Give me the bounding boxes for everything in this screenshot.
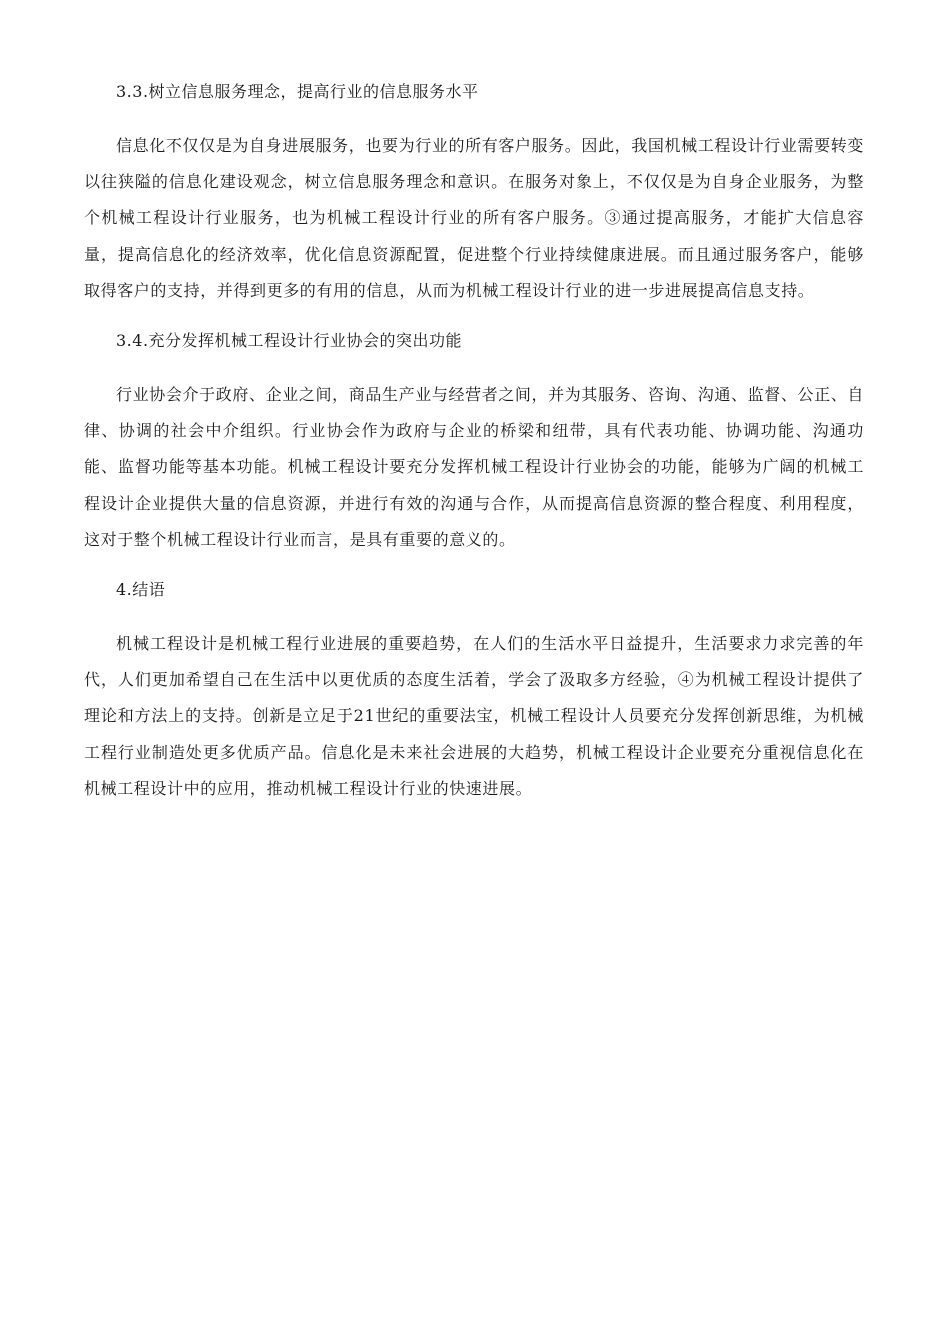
section-heading-4: 4.结语 — [116, 580, 166, 600]
section-paragraph-4: 机械工程设计是机械工程行业进展的重要趋势，在人们的生活水平日益提升，生活要求力求完善的年代，人们更加希望自己在生活中以更优质的态度生活着，学会了汲取多方经验，④为机械工程设计提供了理论和方法上的支持。创新是立足于21世纪的重要法宝，机械工程设计人员要充分发挥创新思维，为机械工程行业制造处更多优质产品。信息化是未来社会进展的大趋势，机械工程设计企业要充分重视信息化在机械工程设计中的应用，推动机械工程设计行业的快速进展。 — [84, 634, 864, 798]
document-body — [84, 78, 864, 825]
section-heading-3-3: 3.3.树立信息服务理念，提高行业的信息服务水平 — [116, 82, 479, 101]
section-paragraph-3-4: 行业协会介于政府、企业之间，商品生产业与经营者之间，并为其服务、咨询、沟通、监督、公正、自律、协调的社会中介组织。行业协会作为政府与企业的桥梁和纽带，具有代表功能、协调功能、沟通功能、监督功能等基本功能。机械工程设计要充分发挥机械工程设计行业协会的功能，能够为广阔的机械工程设计企业提供大量的信息资源，并进行有效的沟通与合作，从而提高信息资源的整合程度、利用程度，这对于整个机械工程设计行业而言，是具有重要的意义的。 — [84, 385, 864, 549]
section-heading-3-4: 3.4.充分发挥机械工程设计行业协会的突出功能 — [116, 331, 463, 351]
section-paragraph-3-3: 信息化不仅仅是为自身进展服务，也要为行业的所有客户服务。因此，我国机械工程设计行业需要转变以往狭隘的信息化建设观念，树立信息服务理念和意识。在服务对象上，不仅仅是为自身企业服务，为整个机械工程设计行业服务，也为机械工程设计行业的所有客户服务。③通过提高服务，才能扩大信息容量，提高信息化的经济效率，优化信息资源配置，促进整个行业持续健康进展。而且通过服务客户，能够取得客户的支持，并得到更多的有用的信息，从而为机械工程设计行业的进一步进展提高信息支持。 — [84, 136, 864, 300]
